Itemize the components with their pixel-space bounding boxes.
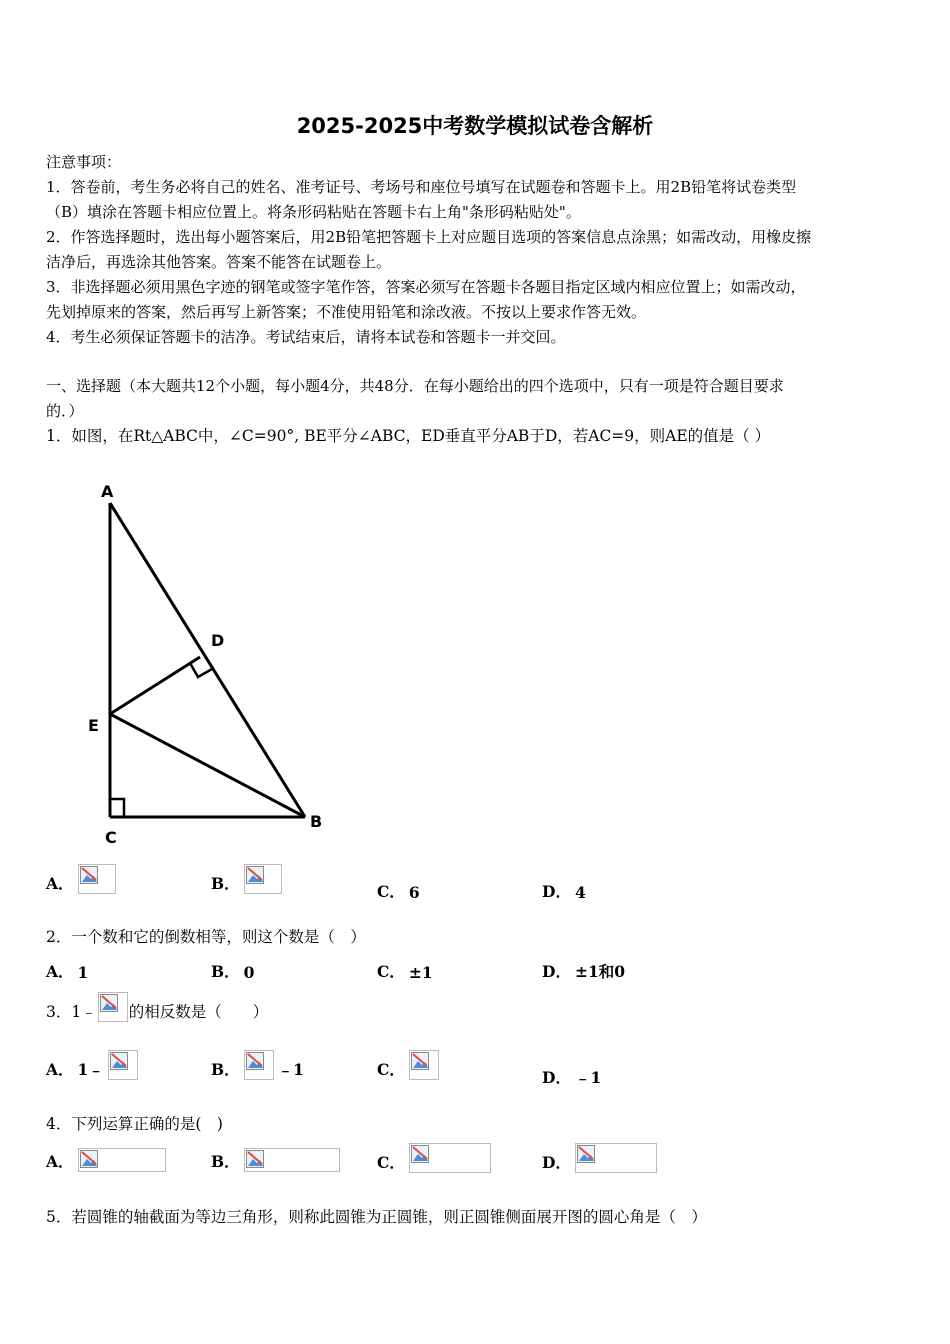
option-value: 1 — [77, 963, 89, 982]
notice-line: 3．非选择题必须用黑色字迹的钢笔或签字笔作答，答案必须写在答题卡各题目指定区域内相应位置上；如需改动， — [46, 278, 806, 296]
figure-label-C: C — [105, 828, 117, 847]
option-value: ±1和0 — [574, 962, 626, 981]
notice-heading: 注意事项： — [46, 153, 122, 171]
q4-option-c[interactable] — [377, 1143, 491, 1173]
q2-option-a[interactable] — [46, 960, 88, 982]
option-value: ﹣1 — [277, 1060, 304, 1079]
option-label: D． — [542, 962, 571, 981]
broken-image-icon — [78, 1148, 166, 1172]
q1-option-a[interactable] — [46, 864, 116, 894]
q1-option-d[interactable] — [542, 880, 586, 902]
q3-option-b[interactable] — [211, 1050, 304, 1080]
question-4-text: 4．下列运算正确的是( ) — [46, 1115, 223, 1133]
broken-image-icon — [409, 1050, 439, 1080]
option-value: 6 — [408, 883, 420, 902]
option-value: 4 — [574, 883, 586, 902]
option-label: C． — [377, 962, 405, 981]
broken-image-icon — [244, 864, 282, 894]
notice-line: （B）填涂在答题卡相应位置上。将条形码粘贴在答题卡右上角"条形码粘贴处"。 — [46, 203, 581, 221]
option-label: A． — [46, 962, 74, 981]
q1-option-b[interactable] — [211, 864, 282, 894]
option-value: 0 — [243, 963, 255, 982]
option-label: B． — [211, 1060, 240, 1079]
option-label: B． — [211, 1152, 240, 1171]
page-title: 2025-2025中考数学模拟试卷含解析 — [296, 114, 654, 138]
q4-option-d[interactable] — [542, 1143, 657, 1173]
option-label: A． — [46, 1152, 74, 1171]
broken-image-icon — [98, 992, 128, 1022]
section-heading: 一、选择题（本大题共12个小题，每小题4分，共48分．在每小题给出的四个选项中，只有一项是符合题目要求 — [46, 377, 784, 395]
option-label: A． — [46, 1060, 74, 1079]
q1-option-c[interactable] — [377, 880, 420, 902]
notice-line: 4．考生必须保证答题卡的洁净。考试结束后，请将本试卷和答题卡一并交回。 — [46, 328, 566, 346]
figure-label-E: E — [88, 716, 99, 735]
option-value: ﹣1 — [574, 1068, 602, 1087]
q4-option-a[interactable] — [46, 1148, 166, 1172]
question-1-text: 1．如图，在Rt△ABC中，∠C=90°, BE平分∠ABC，ED垂直平分AB于D，若AC=9，则AE的值是（ ） — [46, 427, 771, 445]
option-label: B． — [211, 874, 240, 893]
q3-option-c[interactable] — [377, 1050, 439, 1080]
q4-option-b[interactable] — [211, 1148, 340, 1172]
notice-line: 先划掉原来的答案，然后再写上新答案；不准使用铅笔和涂改液。不按以上要求作答无效。 — [46, 303, 647, 321]
question-2-text: 2．一个数和它的倒数相等，则这个数是（ ） — [46, 928, 366, 946]
broken-image-icon — [244, 1050, 274, 1080]
option-label: C． — [377, 1060, 405, 1079]
option-label: C． — [377, 1153, 405, 1172]
q3-option-d[interactable] — [542, 1066, 601, 1088]
q2-option-d[interactable] — [542, 960, 625, 982]
figure-label-B: B — [310, 812, 323, 831]
broken-image-icon — [108, 1050, 138, 1080]
notice-line: 洁净后，再选涂其他答案。答案不能答在试题卷上。 — [46, 253, 392, 271]
question-5-text: 5．若圆锥的轴截面为等边三角形，则称此圆锥为正圆锥，则正圆锥侧面展开图的圆心角是（ ） — [46, 1208, 707, 1226]
figure-label-D: D — [211, 631, 225, 650]
option-label: D． — [542, 1153, 571, 1172]
option-label: C． — [377, 882, 405, 901]
option-value: 1﹣ — [77, 1060, 104, 1079]
q2-option-c[interactable] — [377, 960, 433, 982]
broken-image-icon — [409, 1143, 491, 1173]
option-label: D． — [542, 1068, 571, 1087]
triangle-figure — [88, 475, 338, 855]
broken-image-icon — [244, 1148, 340, 1172]
q2-option-b[interactable] — [211, 960, 254, 982]
broken-image-icon — [575, 1143, 657, 1173]
notice-line: 1．答卷前，考生务必将自己的姓名、准考证号、考场号和座位号填写在试题卷和答题卡上。用2B铅笔将试卷类型 — [46, 178, 797, 196]
question-3-prefix: 3．1﹣ — [46, 1003, 97, 1021]
section-heading-cont: 的．） — [46, 402, 84, 420]
question-3 — [46, 992, 908, 1022]
option-value: ±1 — [408, 963, 433, 982]
figure-label-A: A — [101, 482, 114, 501]
option-label: B． — [211, 962, 240, 981]
question-3-suffix: 的相反数是（ ） — [128, 1003, 269, 1021]
option-label: D． — [542, 882, 571, 901]
option-label: A． — [46, 874, 74, 893]
broken-image-icon — [78, 864, 116, 894]
notice-line: 2．作答选择题时，选出每小题答案后，用2B铅笔把答题卡上对应题目选项的答案信息点涂黑；如需改动，用橡皮擦 — [46, 228, 812, 246]
q3-option-a[interactable] — [46, 1050, 138, 1080]
